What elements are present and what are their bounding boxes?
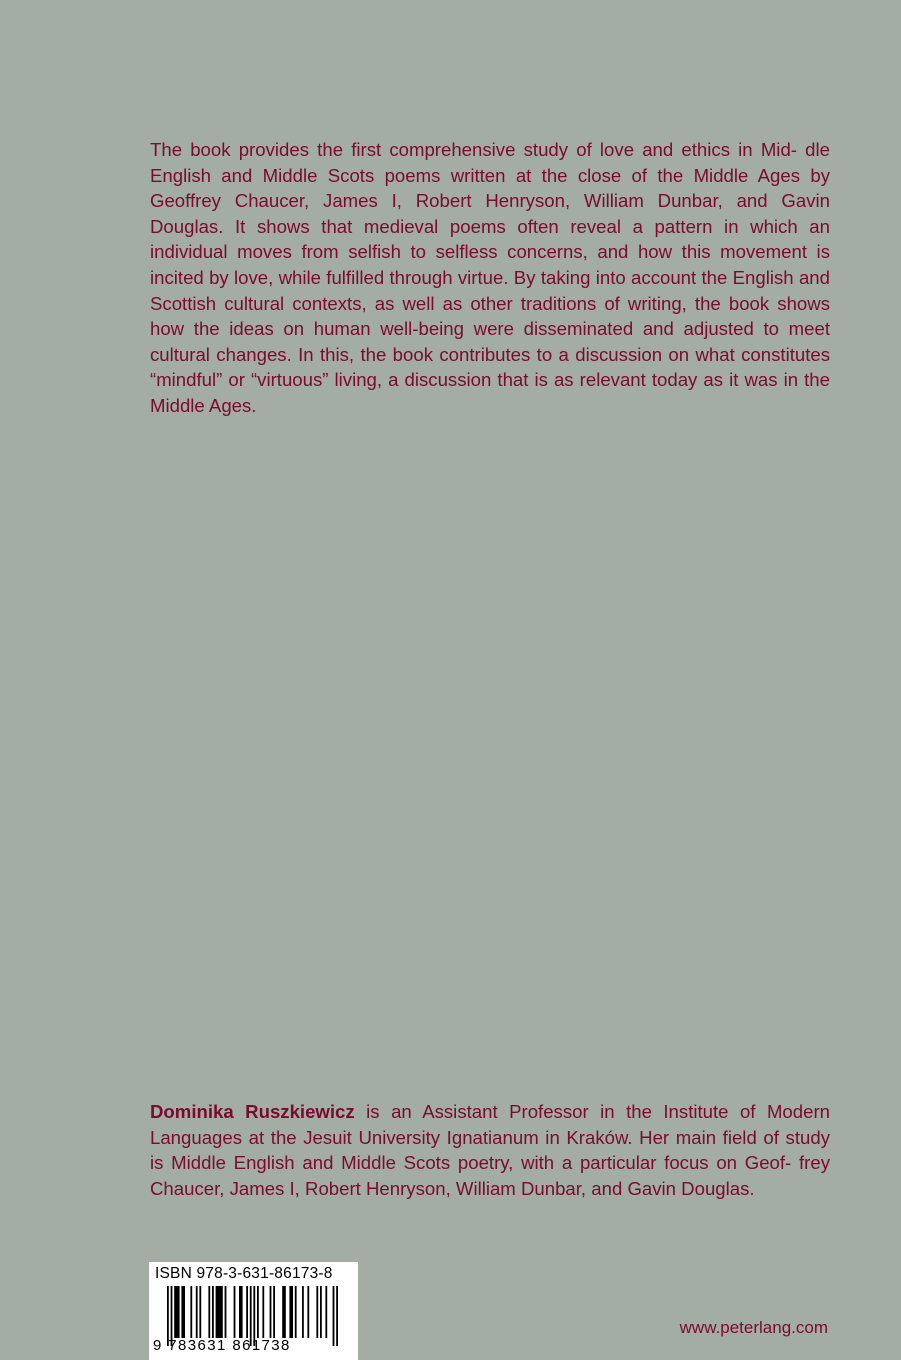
barcode-bar-13: [246, 1286, 248, 1338]
description-line-1: The book provides the first comprehensive study of love and ethics in Mid-: [150, 139, 797, 160]
description-line-8: shows how the ideas on human well-being were disseminated and adjusted: [150, 292, 830, 340]
barcode-bar-25: [316, 1286, 318, 1338]
barcode-bar-24: [307, 1286, 309, 1338]
barcode-bar-11: [234, 1286, 236, 1338]
isbn-barcode: [149, 1262, 358, 1360]
barcode-bar-4: [190, 1286, 192, 1338]
barcode-bar-5: [196, 1286, 198, 1338]
barcode-bar-20: [282, 1286, 286, 1338]
isbn-label: ISBN 978-3-631-86173-8: [155, 1265, 333, 1282]
author-bio-line-4: frey Chaucer, James I, Robert Henryson, William Dunbar, and Gavin Douglas.: [150, 1152, 830, 1199]
barcode-bar-28: [333, 1286, 335, 1346]
barcode-bar-22: [295, 1286, 297, 1338]
barcode-bar-8: [212, 1286, 214, 1338]
description-line-5: individual moves from selfish to selfless concerns, and how this movement is: [150, 241, 830, 263]
description-line-7: and Scottish cultural contexts, as well as other traditions of writing, the book: [150, 266, 830, 314]
description-line-3: by Geoffrey Chaucer, James I, Robert Henryson, William Dunbar, and Gavin: [150, 164, 830, 212]
author-bio-line-2: Languages at the Jesuit University Ignatianum in Kraków. Her main field of: [150, 1126, 779, 1148]
barcode-bar-6: [199, 1286, 201, 1338]
description-line-9: to meet cultural changes. In this, the book contributes to a discussion on what: [150, 318, 830, 365]
description-line-10: constitutes “mindful” or “virtuous” living, a discussion that is as relevant today: [150, 343, 831, 391]
author-bio-line-1: is an Assistant Professor in the Institute of Modern: [354, 1101, 830, 1122]
barcode-bar-9: [216, 1286, 223, 1338]
publisher-website: www.peterlang.com: [679, 1318, 828, 1337]
barcode-digits: 9 783631 861738: [153, 1337, 291, 1354]
description-line-4: Douglas. It shows that medieval poems often reveal a pattern in which an: [150, 215, 830, 237]
author-name: Dominika Ruszkiewicz: [150, 1101, 355, 1122]
description-line-6: incited by love, while fulfilled through virtue. By taking into account the English: [150, 266, 794, 288]
barcode-bar-3: [181, 1286, 185, 1338]
barcode-bar-19: [273, 1286, 275, 1338]
barcode-bar-12: [239, 1286, 243, 1338]
barcode-bar-18: [270, 1286, 272, 1338]
barcode-bar-16: [257, 1286, 259, 1338]
author-bio: [150, 1099, 830, 1201]
barcode-bar-10: [225, 1286, 227, 1338]
barcode-bar-2: [174, 1286, 179, 1338]
barcode-bar-26: [320, 1286, 322, 1338]
barcode-bar-21: [289, 1286, 293, 1338]
barcode-bar-17: [262, 1286, 264, 1338]
book-description: [150, 137, 830, 419]
description-line-11: as it was in the Middle Ages.: [150, 369, 830, 416]
author-bio-line-3: study is Middle English and Middle Scots poetry, with a particular focus on Geof-: [150, 1126, 830, 1174]
barcode-bar-29: [336, 1286, 338, 1346]
barcode-bar-27: [325, 1286, 327, 1338]
barcode-bar-23: [302, 1286, 304, 1338]
description-line-2: dle English and Middle Scots poems written at the close of the Middle Ages: [150, 139, 830, 186]
barcode-bar-7: [208, 1286, 210, 1338]
